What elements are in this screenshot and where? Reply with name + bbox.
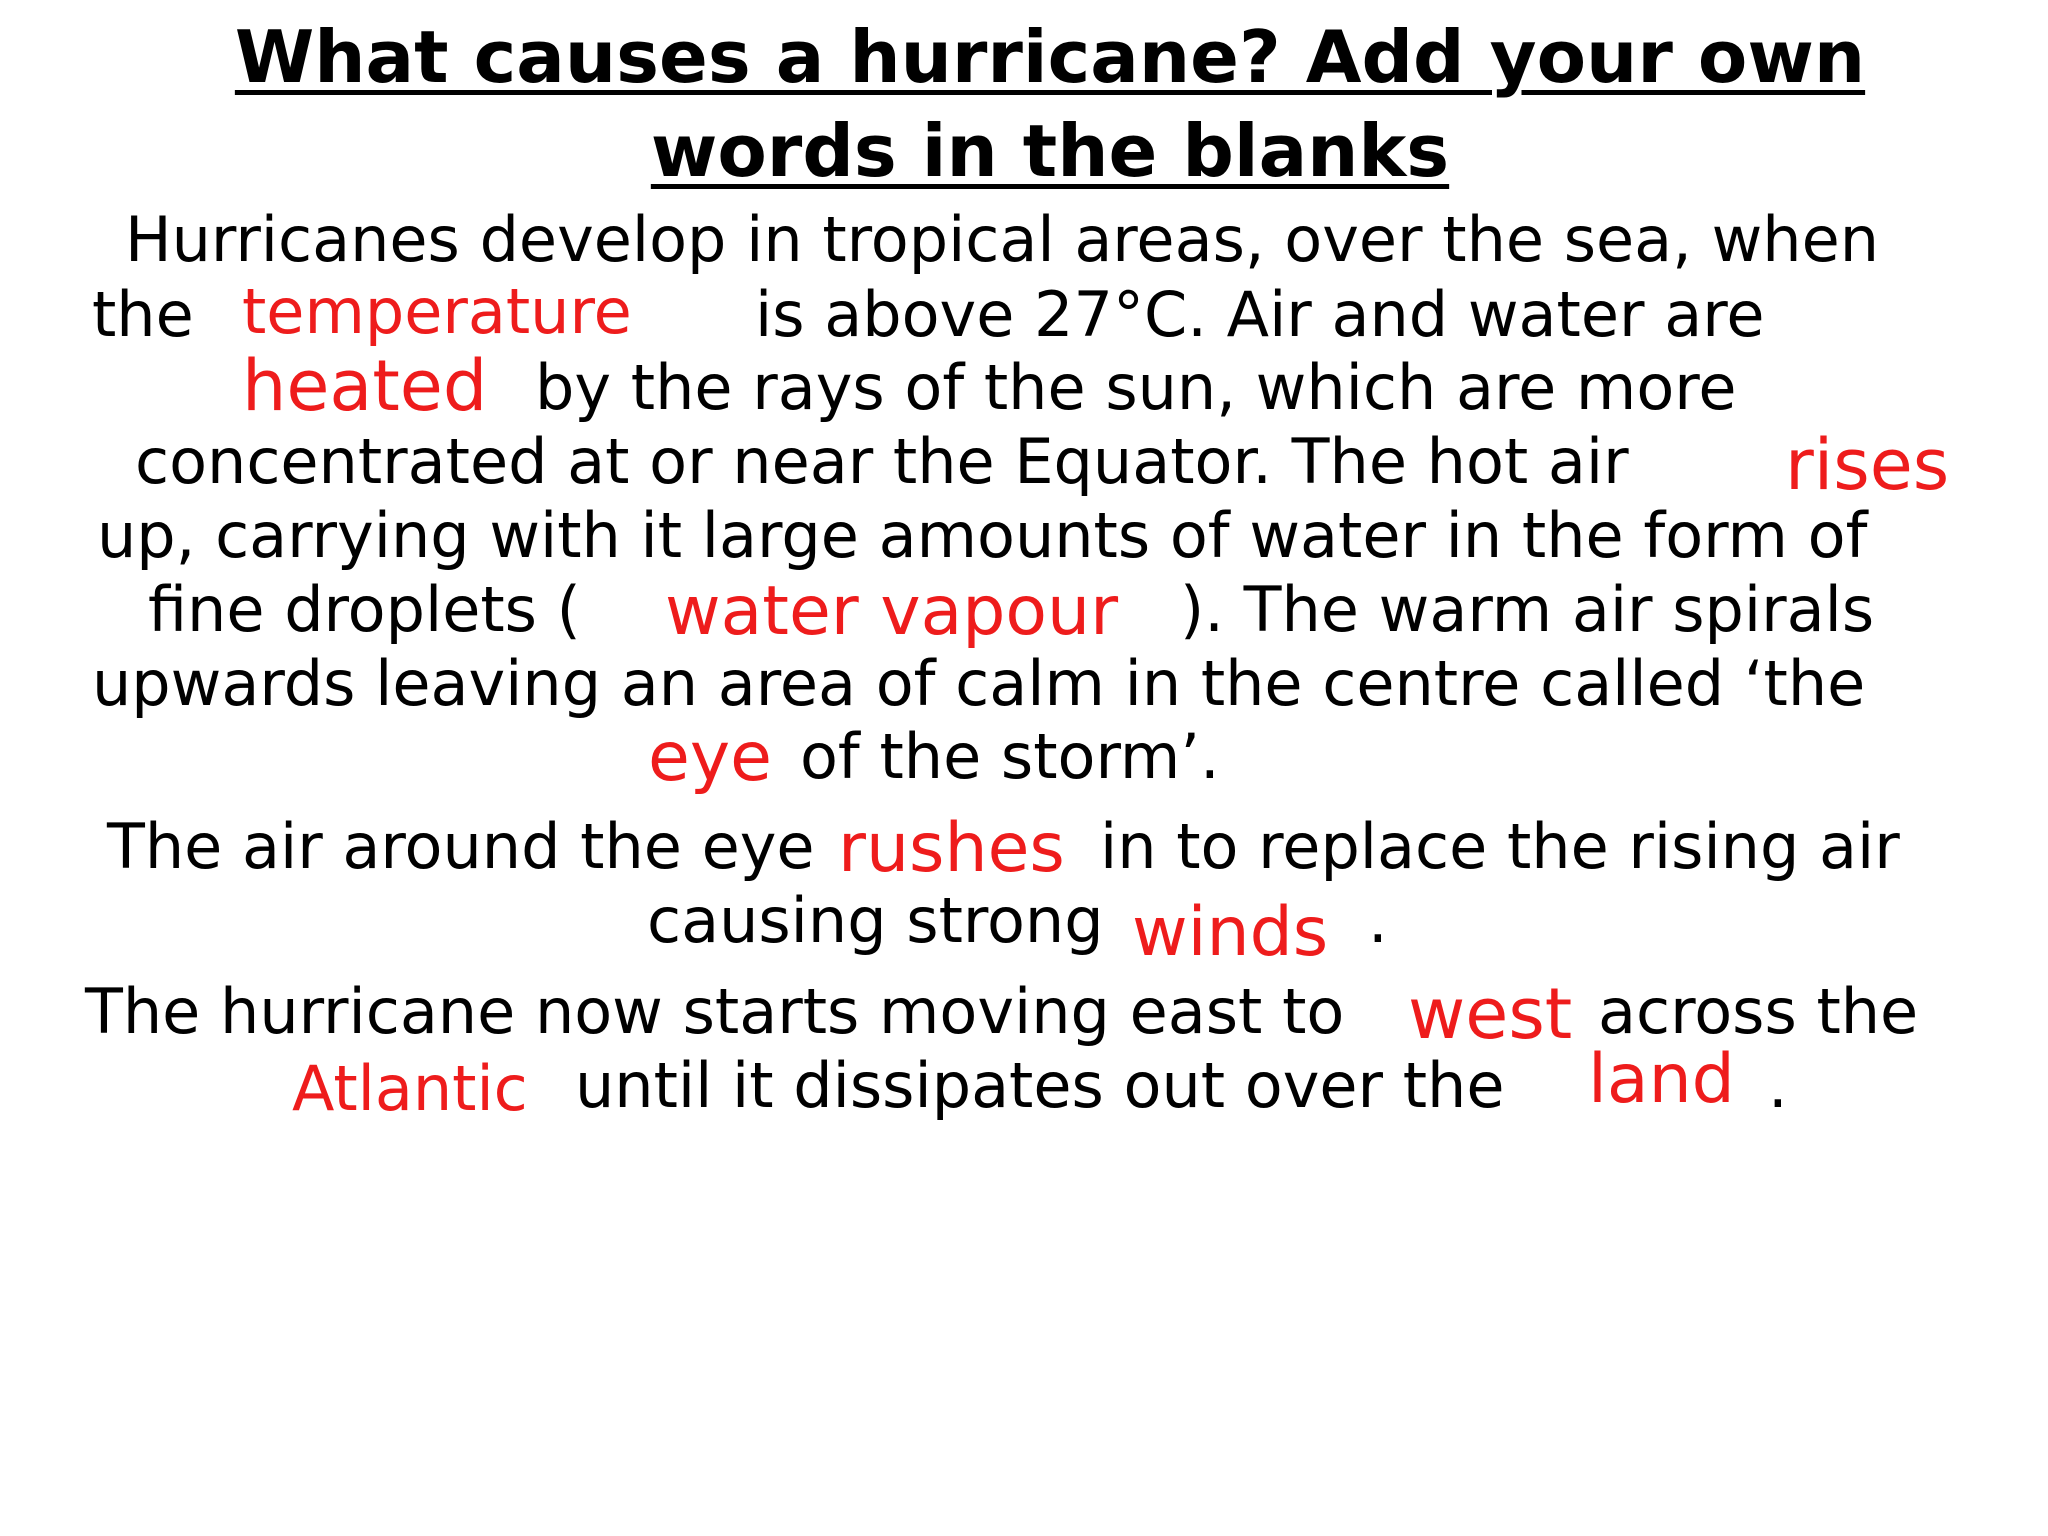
paragraph-1-line-8: of the storm’. xyxy=(800,720,1220,793)
answer-winds: winds xyxy=(1132,893,1329,972)
paragraph-3-line-1-end: across the xyxy=(1598,975,1919,1048)
worksheet-title-line-2: words in the blanks xyxy=(650,109,1450,193)
paragraph-2-line-1-end: in to replace the rising air xyxy=(1100,810,1900,883)
paragraph-3-line-1-start: The hurricane now starts moving east to xyxy=(85,975,1345,1048)
answer-rises: rises xyxy=(1785,424,1950,506)
paragraph-1-line-2-start: the xyxy=(92,278,194,351)
paragraph-1-line-2-end: is above 27°C. Air and water are xyxy=(755,278,1765,351)
answer-water-vapour: water vapour xyxy=(665,572,1119,651)
answer-land: land xyxy=(1588,1040,1735,1119)
answer-rushes: rushes xyxy=(838,809,1065,888)
paragraph-2-line-1-start: The air around the eye xyxy=(107,810,815,883)
paragraph-1-line-6-start: fine droplets ( xyxy=(148,573,581,646)
paragraph-1-line-5: up, carrying with it large amounts of water in the form of xyxy=(97,499,1868,572)
paragraph-1-line-6-end: ). The warm air spirals xyxy=(1180,573,1875,646)
worksheet-title-line-1: What causes a hurricane? Add your own xyxy=(234,15,1866,99)
answer-eye: eye xyxy=(648,718,772,797)
paragraph-2-line-2-end: . xyxy=(1368,884,1388,957)
answer-west: west xyxy=(1408,973,1573,1055)
paragraph-1-line-7: upwards leaving an area of calm in the centre called ‘the xyxy=(92,647,1866,720)
paragraph-1-line-1: Hurricanes develop in tropical areas, over the sea, when xyxy=(125,203,1880,276)
answer-atlantic: Atlantic xyxy=(292,1052,528,1125)
paragraph-2-line-2-start: causing strong xyxy=(647,884,1104,957)
paragraph-3-line-2-start: until it dissipates out over the xyxy=(575,1049,1505,1122)
paragraph-3-line-2-end: . xyxy=(1768,1049,1788,1122)
paragraph-1-line-3: by the rays of the sun, which are more xyxy=(535,351,1737,424)
paragraph-1-line-4: concentrated at or near the Equator. The hot air xyxy=(135,425,1629,498)
answer-temperature: temperature xyxy=(242,275,632,348)
answer-heated: heated xyxy=(242,345,488,427)
